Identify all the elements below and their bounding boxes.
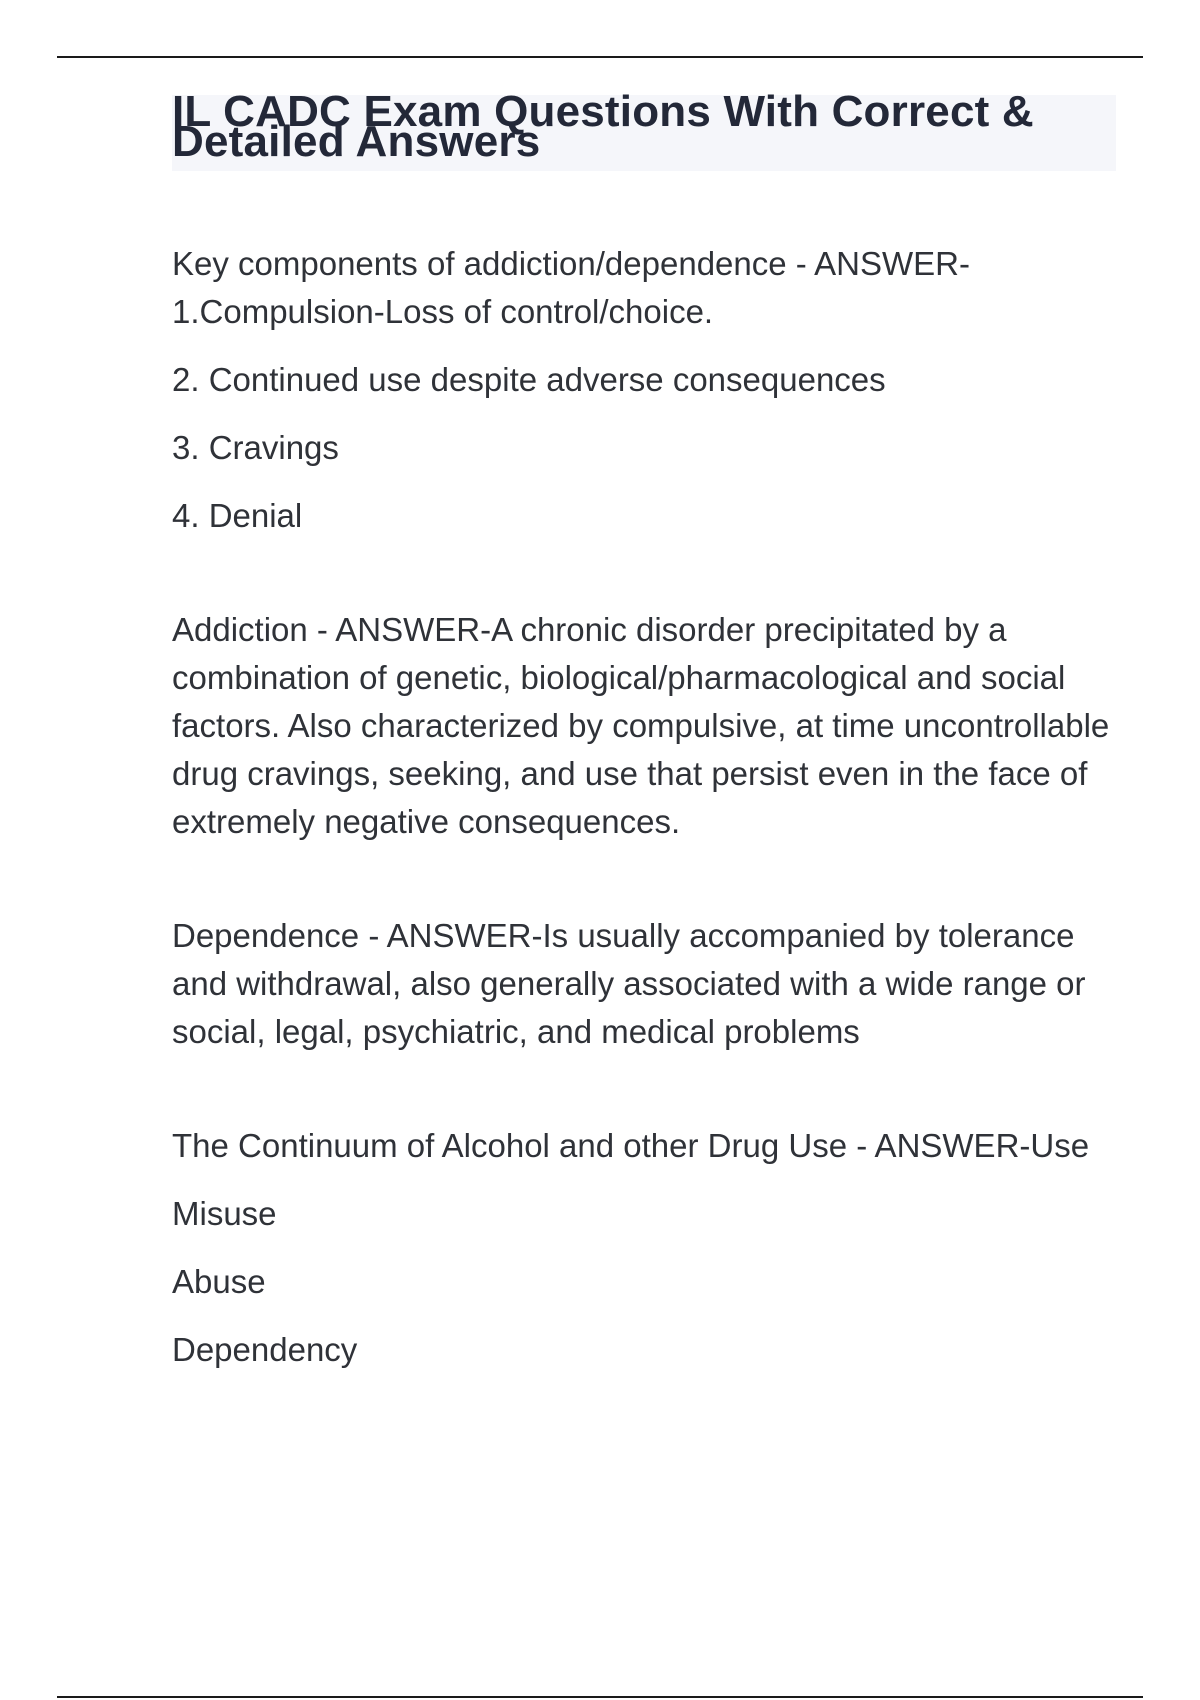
qa-list-item: Dependency [172,1331,358,1368]
qa-list-item: 3. Cravings [172,429,339,466]
qa-list-item: Abuse [172,1263,266,1300]
qa-list-item: Misuse [172,1195,277,1232]
qa-entry-key-components [172,240,1116,540]
document-title: IL CADC Exam Questions With Correct & Detailed Answers [172,95,1116,171]
qa-list-item: 4. Denial [172,497,303,534]
qa-list [172,240,1116,1374]
top-rule [57,56,1143,58]
document-body [172,87,1116,1440]
qa-entry-addiction [172,606,1116,846]
qa-text: Dependence - ANSWER-Is usually accompanied by tolerance and withdrawal, also generally associated with a wide range or social, legal, psychiatric, and medical problems [172,917,1086,1050]
qa-entry-continuum [172,1122,1116,1374]
qa-text: Key components of addiction/dependence - ANSWER-1.Compulsion-Loss of control/choice. [172,245,970,330]
bottom-rule [57,1696,1143,1698]
qa-list-item: 2. Continued use despite adverse consequences [172,361,886,398]
qa-entry-dependence [172,912,1116,1056]
qa-text: The Continuum of Alcohol and other Drug Use - ANSWER-Use [172,1127,1090,1164]
qa-text: Addiction - ANSWER-A chronic disorder precipitated by a combination of genetic, biological/pharmacological and social factors. Also characterized by compulsive, at time uncontrollable drug cravings, seeking, and use that persist even in the face of extremely negative consequences. [172,611,1110,840]
